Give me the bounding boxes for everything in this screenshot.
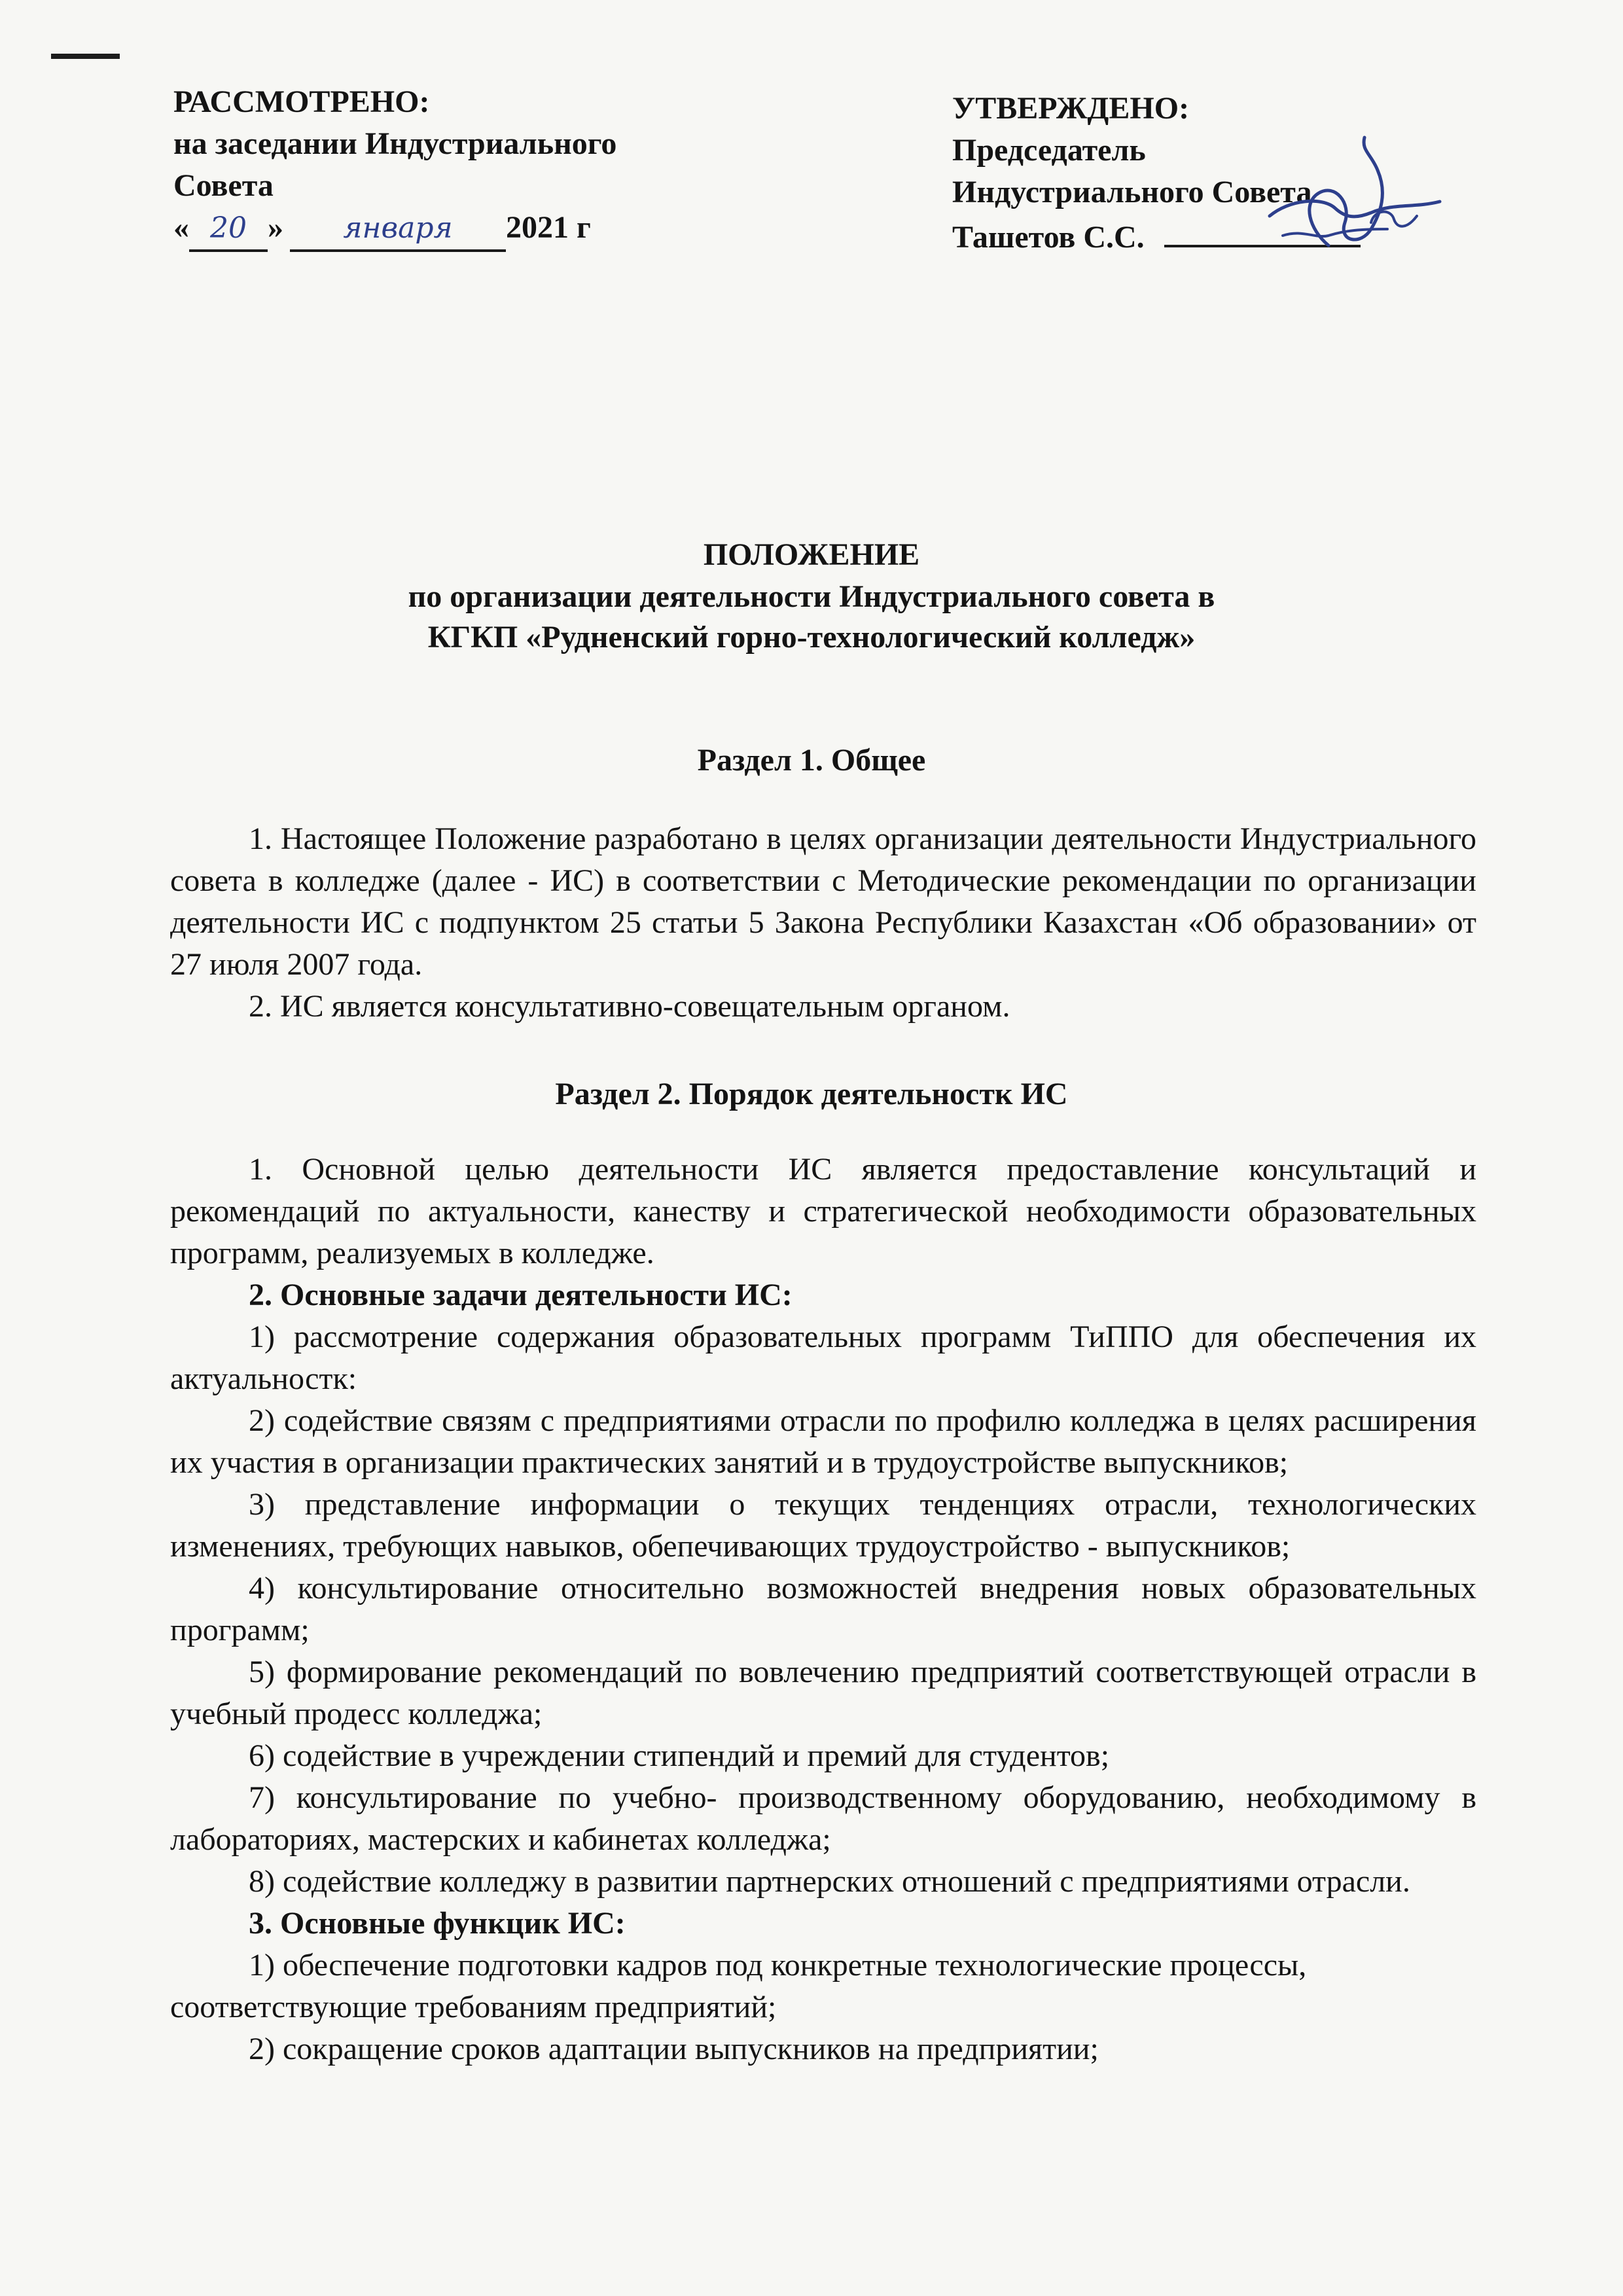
document-subtitle-1: по организации деятельности Индустриального совета в [408,579,1215,614]
task-item: 4) консультирование относительно возможностей внедрения новых образовательных программ; [170,1571,1476,1647]
section-1-paragraph-1: 1. Настоящее Положение разработано в целях организации деятельности Индустриального совета в колледже (далее - ИС) в соответствии с Методические рекомендации по организации деятельности ИС с подпунктом 25 статьи 5 Закона Республики Казахстан «Об образовании» от 27 июля 2007 года. [170,821,1476,982]
corner-mark [51,54,120,59]
section-2-body [170,1149,1476,2070]
task-item: 6) содействие в учреждении стипендий и премий для студентов; [249,1738,1110,1773]
task-item: 8) содействие колледжу в развитии партнерских отношений с предприятиями отрасли. [249,1864,1410,1899]
section-1-paragraph-2: 2. ИС является консультативно-совещательным органом. [249,989,1010,1024]
date-day-handwritten: 20 [189,207,268,252]
reviewed-line2: на заседании Индустриального [173,126,617,161]
signer-name: Ташетов С.С. [952,220,1145,255]
document-title: ПОЛОЖЕНИЕ [703,537,920,572]
function-item: 2) сокращение сроков адаптации выпускников на предприятии; [249,2032,1099,2066]
tasks-heading: 2. Основные задачи деятельности ИС: [249,1278,793,1312]
task-item: 2) содействие связям с предприятиями отрасли по профилю колледжа в целях расширения их участия в организации практических занятий и в трудоустройстве выпускников; [170,1403,1476,1480]
section-1-body [170,818,1476,1028]
signature-image [1230,131,1453,281]
section-2-heading: Раздел 2. Порядок деятельностк ИС [555,1077,1068,1111]
task-item: 5) формирование рекомендаций по вовлечению предприятий соответствующей отрасли в учебный продесс колледжа; [170,1655,1476,1731]
date-month-handwritten: января [290,207,506,252]
approved-line3: Индустриального Совета [952,175,1312,209]
approved-label: УТВЕРЖДЕНО: [952,91,1190,126]
task-item: 3) представление информации о текущих тенденциях отрасли, технологических изменениях, требующих навыков, обепечивающих трудоустройство - выпускников; [170,1487,1476,1564]
section-1-heading: Раздел 1. Общее [697,743,926,778]
header-reviewed-block [173,81,749,252]
reviewed-date: « 20 » января 2021 г [173,207,749,252]
reviewed-line3: Совета [173,168,274,203]
task-item: 1) рассмотрение содержания образовательных программ ТиППО для обеспечения их актуальностк: [170,1319,1476,1396]
approved-line2: Председатель [952,133,1146,168]
task-item: 7) консультирование по учебно- производственному оборудованию, необходимому в лабораториях, мастерских и кабинетах колледжа; [170,1780,1476,1857]
document-subtitle-2: КГКП «Рудненский горно-технологический колледж» [427,620,1196,655]
function-item: 1) обеспечение подготовки кадров под конкретные технологические процессы, соответствующие требованиям предприятий; [170,1948,1307,2024]
functions-heading: 3. Основные функцик ИС: [249,1906,626,1941]
section-2-paragraph-1: 1. Основной целью деятельности ИС является предоставление консультаций и рекомендаций по актуальности, канеству и стратегической необходимости образовательных программ, реализуемых в колледже. [170,1152,1476,1270]
date-year: 2021 г [506,210,591,245]
reviewed-label: РАССМОТРЕНО: [173,84,430,119]
